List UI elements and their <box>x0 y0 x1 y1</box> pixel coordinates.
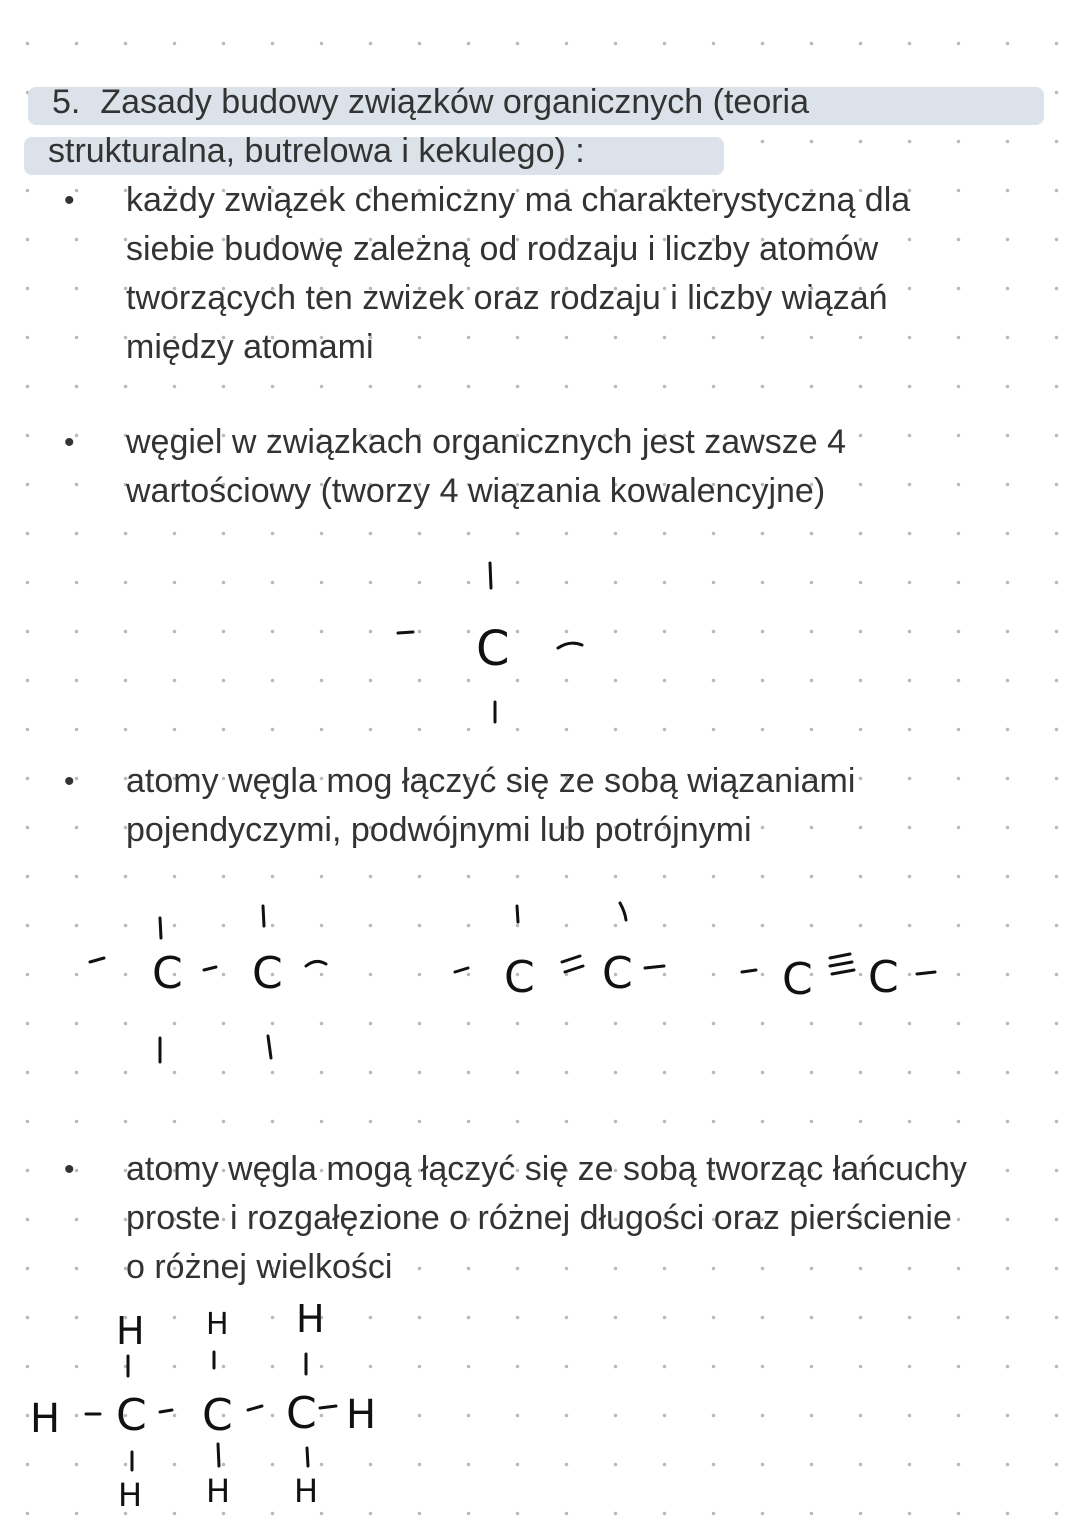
heading-line-2: strukturalna, butrelowa i kekulego) : <box>48 132 585 170</box>
bullet-dot: • <box>64 765 75 798</box>
carbon-atom: C <box>602 948 633 999</box>
bullet-line: tworzących ten zwizek oraz rodzaju i liczby wiązań <box>126 279 888 317</box>
bond-double <box>565 966 583 972</box>
bond-top <box>263 906 264 926</box>
carbon-atom: C <box>152 948 183 999</box>
bullet-line: atomy węgla mogą łączyć się ze sobą tworząc łańcuchy <box>126 1150 967 1188</box>
bond-down <box>218 1444 219 1466</box>
bond-triple <box>832 970 854 974</box>
hydrogen-atom: H <box>118 1476 143 1514</box>
bond-triple <box>830 954 850 958</box>
hydrogen-atom: H <box>206 1307 229 1342</box>
bond-right <box>306 961 326 966</box>
triple-bond-sketch <box>742 952 935 1005</box>
heading-number: 5. <box>52 83 81 121</box>
bullet-dot: • <box>64 184 75 217</box>
bond-left <box>398 632 413 633</box>
bullet-item-structure <box>64 176 1024 372</box>
bullet-line: o różnej wielkości <box>126 1248 393 1286</box>
hydrogen-atom: H <box>30 1396 61 1442</box>
bond-top <box>160 918 161 938</box>
section-heading <box>48 78 1048 176</box>
carbon-atom: C <box>782 954 813 1005</box>
bullet-dot: • <box>64 1153 75 1186</box>
bond-single <box>160 1410 172 1412</box>
heading-line-1 <box>48 78 1048 127</box>
carbon-atom: C <box>504 952 535 1003</box>
bond-right <box>917 972 935 974</box>
hydrogen-atom: H <box>346 1392 377 1438</box>
heading-text-1: Zasady budowy związków organicznych (teoria <box>100 83 810 121</box>
carbon-atom: C <box>252 948 283 999</box>
bullet-item-bond-types <box>64 757 1024 855</box>
bullet-dot: • <box>64 426 75 459</box>
bond-single <box>248 1406 262 1410</box>
bullet-line: pojendyczymi, podwójnymi lub potrójnymi <box>126 811 752 849</box>
bond-single <box>204 967 216 970</box>
hydrogen-atom: H <box>206 1472 231 1510</box>
bond-triple <box>830 962 852 966</box>
bond-top <box>620 903 626 920</box>
carbon-atom: C <box>286 1388 317 1439</box>
hydrogen-atom: H <box>116 1309 145 1353</box>
bullet-line: atomy węgla mog łączyć się ze sobą wiązaniami <box>126 762 856 800</box>
bond-right <box>645 966 664 968</box>
propane-chain-sketch <box>30 1297 376 1514</box>
hydrogen-atom: H <box>296 1297 325 1341</box>
bond-right <box>558 643 582 648</box>
hydrogen-atom: H <box>294 1472 319 1510</box>
double-bond-sketch <box>455 903 664 1003</box>
bond-bottom <box>268 1036 271 1058</box>
single-bond-sketch <box>90 906 326 1062</box>
bullet-item-valence <box>64 418 1024 516</box>
bond-left <box>742 970 756 972</box>
bullet-line: między atomami <box>126 328 374 366</box>
carbon-atom: C <box>116 1390 147 1441</box>
bond-right <box>320 1406 336 1408</box>
carbon-valence-sketch <box>398 563 582 722</box>
bullet-line: każdy związek chemiczny ma charakterystyczną dla <box>126 181 911 219</box>
carbon-atom: C <box>868 952 899 1003</box>
bullet-line: węgiel w związkach organicznych jest zawsze 4 <box>126 423 846 461</box>
bond-top <box>490 563 491 588</box>
carbon-atom: C <box>476 621 510 677</box>
bullet-line: proste i rozgałęzione o różnej długości oraz pierścienie <box>126 1199 952 1237</box>
bond-double <box>562 956 580 962</box>
bond-left <box>90 958 104 962</box>
bullet-item-chains <box>64 1145 1024 1292</box>
bond-left <box>455 968 468 972</box>
bond-top <box>517 906 518 922</box>
bond-down <box>307 1448 308 1466</box>
bullet-line: siebie budowę zależną od rodzaju i liczby atomów <box>126 230 879 268</box>
carbon-atom: C <box>202 1390 233 1441</box>
bullet-line: wartościowy (tworzy 4 wiązania kowalencyjne) <box>126 472 826 510</box>
